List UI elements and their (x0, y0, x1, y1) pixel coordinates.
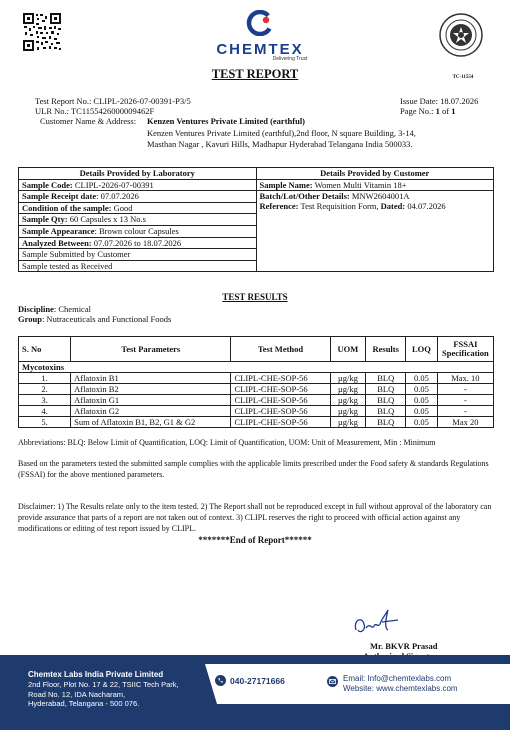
section-row: Mycotoxins (19, 362, 494, 373)
lab-detail-row: Sample Submitted by Customer (19, 249, 257, 261)
group: Group: Nutraceuticals and Functional Foods (18, 314, 172, 324)
footer-company: Chemtex Labs India Private Limited (28, 670, 164, 679)
column-header: Test Parameters (71, 337, 231, 362)
phone-icon (215, 675, 226, 686)
table-row: 1. Aflatoxin B1 CLIPL-CHE-SOP-56 µg/kg BLQ 0.05 Max. 10 (19, 373, 494, 384)
test-results-heading: TEST RESULTS (222, 292, 288, 302)
accreditation-code: TC-11554 (452, 75, 474, 80)
signatory-name: Mr. BKVR Prasad (370, 641, 438, 651)
sample-details-table (18, 167, 494, 272)
discipline: Discipline: Chemical (18, 304, 91, 314)
disclaimer: Disclaimer: 1) The Results relate only to the item tested. 2) The Report shall not be reproduced except in full without approval of the laboratory can provide assurance that parts of a report are not taken out of context. 3) CLIPL reserves the right to proceed with official action against any modifications or editing of test report issued by CLIPL. (18, 502, 492, 533)
lab-detail-row: Analyzed Between: 07.07.2026 to 18.07.2026 (19, 237, 257, 249)
signature (348, 608, 408, 638)
column-header: UOM (330, 337, 366, 362)
column-header: Test Method (231, 337, 330, 362)
issue-date: Issue Date: 18.07.2026 (400, 96, 479, 106)
customer-name: Kenzen Ventures Private Limited (earthful) (147, 116, 306, 126)
customer-address-line-1: Kenzen Ventures Private Limited (earthful),2nd floor, N square Building, 3-14, (147, 128, 416, 138)
table-row: 5. Sum of Aflatoxin B1, B2, G1 & G2 CLIPL-CHE-SOP-56 µg/kg BLQ 0.05 Max 20 (19, 417, 494, 428)
footer-phone: 040-27171666 (215, 675, 285, 686)
lab-detail-row: Sample Code: CLIPL-2026-07-00391 (19, 179, 257, 191)
table-row: 3. Aflatoxin G1 CLIPL-CHE-SOP-56 µg/kg BLQ 0.05 - (19, 395, 494, 406)
page-current: 1 (435, 106, 440, 116)
report-number: Test Report No.: CLIPL-2026-07-00391-P3/5 (35, 96, 191, 106)
lab-detail-row: Sample tested as Received (19, 260, 257, 272)
test-results-table (18, 336, 494, 428)
customer-label: Customer Name & Address: (40, 116, 137, 126)
table-row: 4. Aflatoxin G2 CLIPL-CHE-SOP-56 µg/kg BLQ 0.05 - (19, 406, 494, 417)
page-title: TEST REPORT (211, 67, 299, 81)
lab-detail-row: Sample Appearance: Brown colour Capsules (19, 225, 257, 237)
table-row: 2. Aflatoxin B2 CLIPL-CHE-SOP-56 µg/kg BLQ 0.05 - (19, 384, 494, 395)
column-header: Results (366, 337, 406, 362)
customer-detail-row: Sample Name: Women Multi Vitamin 18+ (256, 179, 494, 191)
customer-details-header: Details Provided by Customer (256, 168, 494, 180)
column-header: LOQ (406, 337, 438, 362)
page-label: Page No.: (400, 106, 434, 116)
column-header: S. No (19, 337, 71, 362)
column-header: FSSAI Specification (437, 337, 493, 362)
email-icon (327, 676, 338, 687)
company-logo (195, 10, 325, 62)
lab-detail-row: Sample Receipt date: 07.07.2026 (19, 191, 257, 203)
accreditation-seal (438, 12, 484, 58)
lab-detail-row: Condition of the sample: Good (19, 202, 257, 214)
end-of-report: *******End of Report****** (198, 535, 312, 545)
compliance-statement: Based on the parameters tested the submitted sample complies with the applicable limits prescribed under the Food safety & standards Regulations (FSSAI) for the above mentioned parameters. (18, 459, 489, 479)
page-total: 1 (451, 106, 456, 116)
page-of: of (442, 106, 450, 116)
customer-detail-cell (256, 191, 494, 272)
footer-email[interactable]: Email: Info@chemtexlabs.com (343, 674, 452, 683)
abbreviations-note: Abbreviations: BLQ: Below Limit of Quantification, LOQ: Limit of Quantification, UOM: Unit of Measurement, Min : Minimum (18, 438, 436, 447)
footer-contact (327, 674, 458, 694)
footer-website[interactable]: Website: www.chemtexlabs.com (343, 684, 458, 693)
brand-tagline: Delivering Trust (272, 56, 308, 62)
lab-detail-row: Sample Qty: 60 Capsules x 13 No.s (19, 214, 257, 226)
customer-detail-row: Batch/Lot/Other Details: MNW2604001A (259, 191, 410, 202)
page-number (400, 106, 456, 117)
brand-name: CHEMTEX (216, 41, 304, 58)
customer-address-line-2: Masthan Nagar , Kavuri Hills, Madhapur Hyderabad Telangana India 500033. (147, 139, 413, 149)
lab-details-header: Details Provided by Laboratory (19, 168, 257, 180)
footer-address: 2nd Floor, Plot No. 17 & 22, TSIIC Tech Park, Road No. 12, IDA Nacharam, Hyderabad, Telangana - 500 076. (28, 680, 179, 708)
ulr-number: ULR No.: TC1155426000009462F (35, 106, 155, 116)
logo-mark-icon (245, 10, 275, 36)
customer-detail-row: Reference: Test Requisition Form, Dated: 04.07.2026 (259, 201, 446, 212)
qr-code (22, 12, 62, 52)
